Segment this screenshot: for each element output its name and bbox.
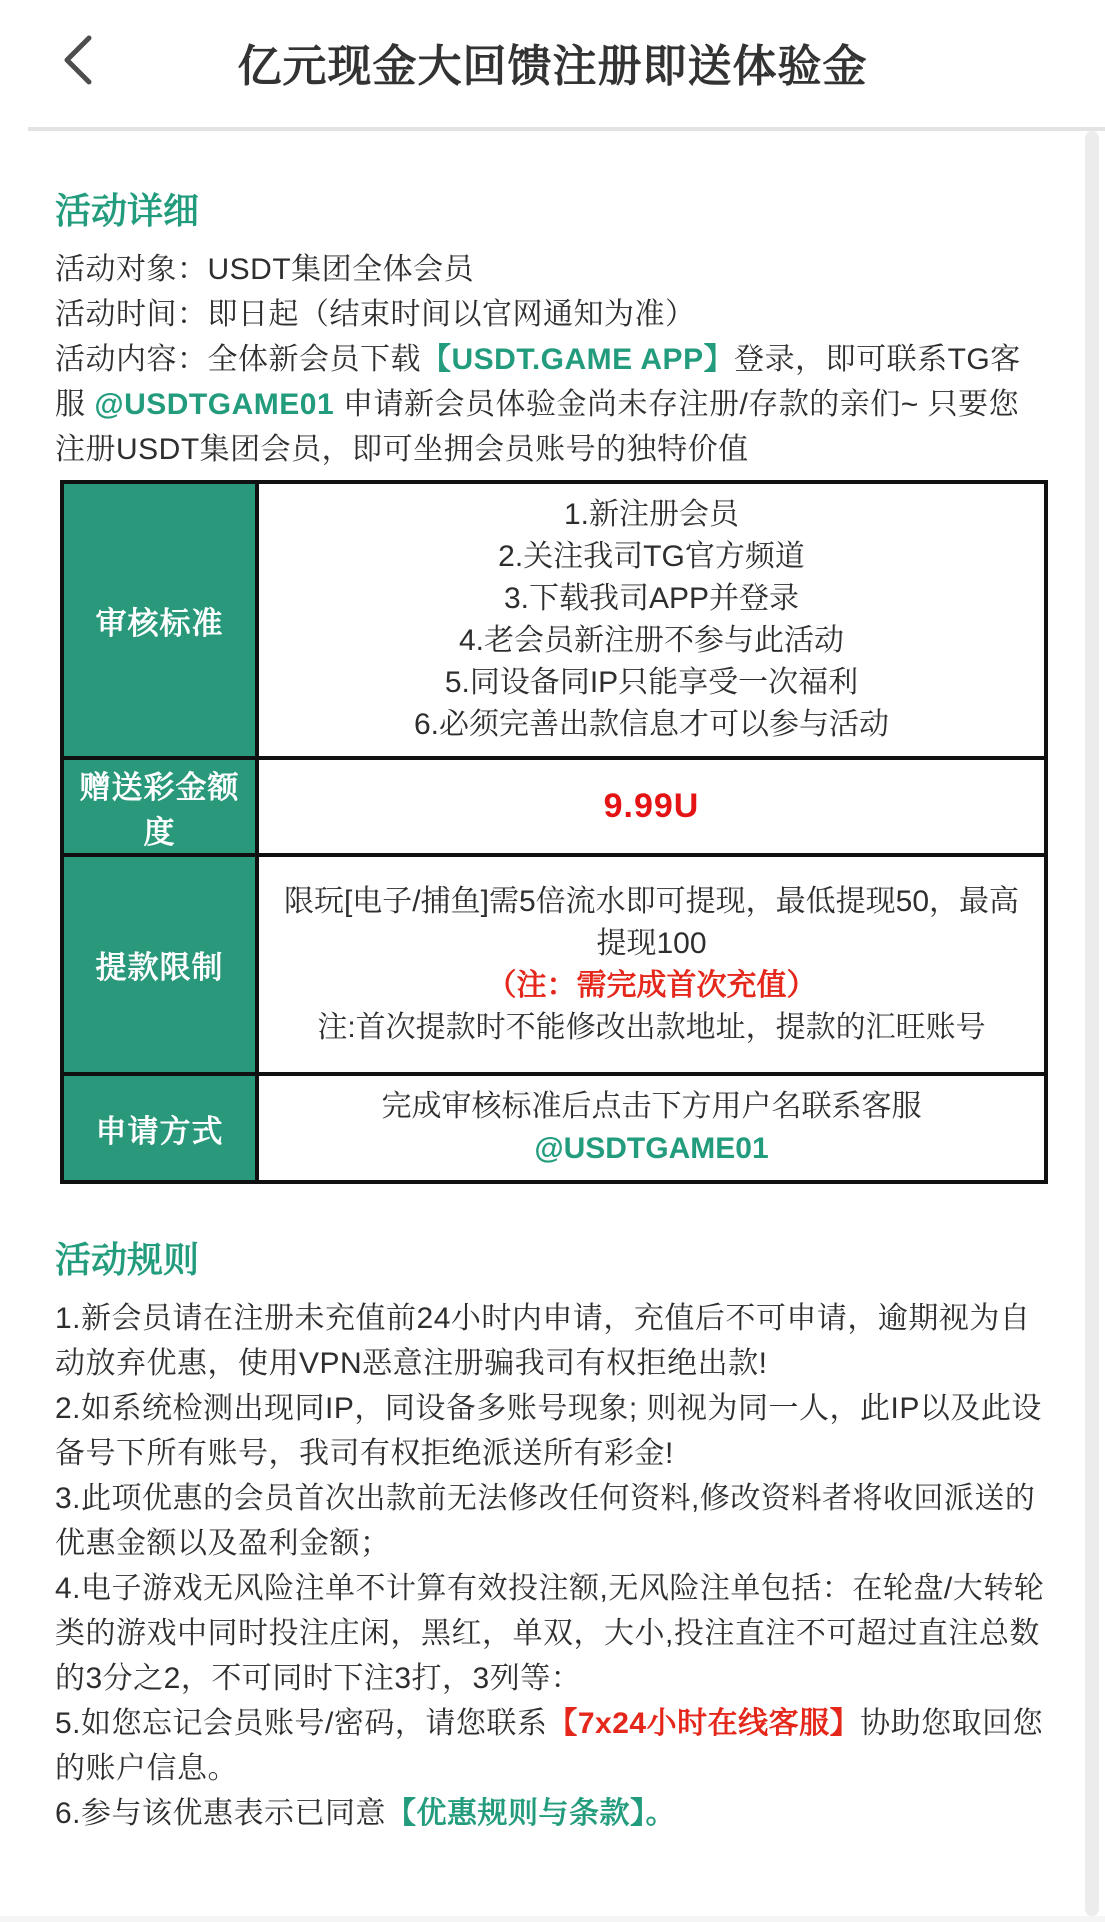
cell-line: [271, 965, 1032, 1007]
highlight-link-green[interactable]: @USDTGAME01: [94, 388, 335, 421]
section-heading-details: 活动详细: [55, 190, 200, 231]
bonus-amount: 9.99U: [603, 786, 700, 825]
text-segment: 1.新注册会员: [563, 498, 740, 531]
text-segment: 活动对象：USDT集团全体会员: [55, 253, 475, 286]
cell-line: [271, 1086, 1032, 1170]
text-segment: 注:首次提款时不能修改出款地址，提款的汇旺账号: [317, 1010, 986, 1044]
text-segment: 5.同设备同IP只能享受一次福利: [444, 666, 859, 699]
text-segment: 申请新会员体验金尚未存注册/存款的亲们~ 只要您注册USDT集团会员，即可坐拥会员账号的独特价值: [55, 388, 1020, 466]
rules-paragraphs: [55, 1296, 1048, 1836]
text-segment: 3.下载我司APP并登录: [503, 582, 800, 615]
text-segment: 5.如您忘记会员账号/密码，请您联系: [55, 1707, 548, 1740]
details-paragraphs: [55, 247, 1048, 472]
rule-item: [55, 1701, 1048, 1791]
table-row: [62, 1074, 1046, 1182]
text-segment: 活动时间：即日起（结束时间以官网通知为准）: [55, 298, 696, 331]
scrollbar-track[interactable]: [1085, 131, 1099, 1916]
text-segment: 活动内容：全体新会员下载: [55, 343, 421, 376]
row-label: 申请方式: [62, 1074, 257, 1182]
text-segment: 1.新会员请在注册未充值前24小时内申请，充值后不可申请，逾期视为自动放弃优惠，使用VPN恶意注册骗我司有权拒绝出款!: [55, 1302, 1031, 1380]
header-divider: [28, 127, 1105, 131]
detail-line: [55, 292, 1048, 337]
header: [0, 0, 1105, 127]
cell-line: [271, 578, 1032, 620]
cell-line: [271, 785, 1032, 829]
text-segment: 完成审核标准后点击下方用户名联系客服: [381, 1090, 922, 1123]
text-segment: 4.老会员新注册不参与此活动: [458, 624, 845, 657]
cell-line: [271, 620, 1032, 662]
text-segment: 6.必须完善出款信息才可以参与活动: [413, 708, 890, 741]
rule-item: [55, 1386, 1048, 1476]
page-title: 亿元现金大回馈注册即送体验金: [237, 42, 868, 91]
text-segment: 3.此项优惠的会员首次出款前无法修改任何资料,修改资料者将收回派送的优惠金额以及盈利金额；: [55, 1482, 1036, 1560]
cell-line: [271, 1007, 1032, 1049]
cell-line: [271, 494, 1032, 536]
text-segment: 4.电子游戏无风险注单不计算有效投注额,无风险注单包括：在轮盘/大转轮类的游戏中同时投注庄闲，黑红，单双，大小,投注直注不可超过直注总数的3分之2，不可同时下注3打，3列等：: [55, 1572, 1045, 1695]
row-label: 提款限制: [62, 855, 257, 1074]
text-segment: 2.关注我司TG官方频道: [498, 540, 805, 573]
text-segment: 登录，即可联系TG客服: [55, 343, 1021, 421]
rule-item: [55, 1791, 1048, 1836]
cell-line: [271, 881, 1032, 965]
row-label: 赠送彩金额度: [62, 758, 257, 855]
text-segment: 协助您取回您的账户信息。: [55, 1707, 1044, 1785]
highlight-link-green[interactable]: 【USDT.GAME APP】: [421, 343, 735, 376]
text-segment: 限玩[电子/捕鱼]需5倍流水即可提现，最低提现50，最高提现100: [283, 884, 1020, 960]
text-segment: 2.如系统检测出现同IP，同设备多账号现象; 则视为同一人，此IP以及此设备号下所有账号，我司有权拒绝派送所有彩金!: [55, 1392, 1042, 1470]
row-content: [257, 758, 1046, 855]
highlight-red: 【7x24小时在线客服】: [547, 1707, 861, 1740]
rule-item: [55, 1566, 1048, 1701]
row-content: [257, 1074, 1046, 1182]
highlight-link-green[interactable]: @USDTGAME01: [534, 1132, 769, 1165]
row-label: 审核标准: [62, 482, 257, 758]
detail-line: [55, 337, 1048, 472]
table-row: [62, 482, 1046, 758]
promo-table: [60, 480, 1048, 1184]
rule-item: [55, 1476, 1048, 1566]
row-content: [257, 482, 1046, 758]
cell-line: [271, 704, 1032, 746]
table-row: [62, 758, 1046, 855]
detail-line: [55, 247, 1048, 292]
content: [0, 191, 1105, 1836]
cell-line: [271, 662, 1032, 704]
bottom-edge: [0, 1916, 1105, 1922]
section-heading-rules: 活动规则: [55, 1239, 200, 1280]
highlight-link-green[interactable]: 【优惠规则与条款】。: [386, 1797, 677, 1830]
cell-line: [271, 536, 1032, 578]
table-row: [62, 855, 1046, 1074]
rule-item: [55, 1296, 1048, 1386]
row-content: [257, 855, 1046, 1074]
text-segment: 6.参与该优惠表示已同意: [55, 1797, 387, 1830]
highlight-red: （注：需完成首次充值）: [486, 968, 817, 1002]
